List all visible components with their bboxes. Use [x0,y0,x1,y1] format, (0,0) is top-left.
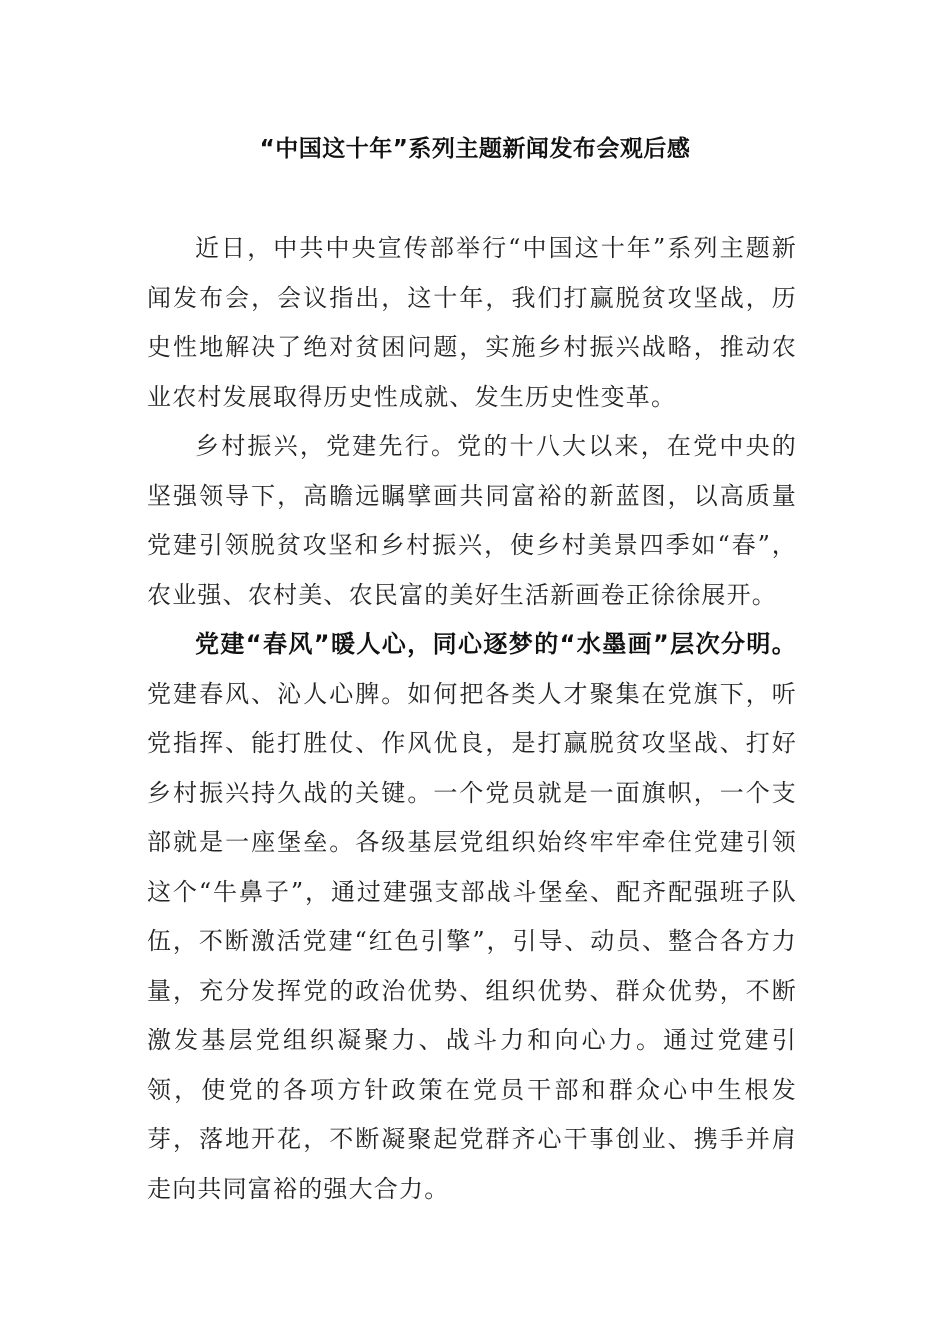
paragraph [147,224,797,422]
paragraph-text: 党建春风、沁人心脾。如何把各类人才聚集在党旗下，听党指挥、能打胜仗、作风优良，是打赢脱贫攻坚战、打好乡村振兴持久战的关键。一个党员就是一面旗帜，一个支部就是一座堡垒。各级基层党组织始终牢牢牵住党建引领这个“牛鼻子”，通过建强支部战斗堡垒、配齐配强班子队伍，不断激活党建“红色引擎”，引导、动员、整合各方力量，充分发挥党的政治优势、组织优势、群众优势，不断激发基层党组织凝聚力、战斗力和向心力。通过党建引领，使党的各项方针政策在党员干部和群众心中生根发芽，落地开花，不断凝聚起党群齐心干事创业、携手并肩走向共同富裕的强大合力。 [147,679,797,1203]
paragraph-text: 近日，中共中央宣传部举行“中国这十年”系列主题新闻发布会，会议指出，这十年，我们打赢脱贫攻坚战，历史性地解决了绝对贫困问题，实施乡村振兴战略，推动农业农村发展取得历史性成就、发生历史性变革。 [147,234,797,411]
paragraph-lead: 党建“春风”暖人心，同心逐梦的“水墨画”层次分明。 [195,630,797,658]
document-body [147,224,797,1214]
paragraph-text: 乡村振兴，党建先行。党的十八大以来，在党中央的坚强领导下，高瞻远瞩擘画共同富裕的新蓝图，以高质量党建引领脱贫攻坚和乡村振兴，使乡村美景四季如“春”，农业强、农村美、农民富的美好生活新画卷正徐徐展开。 [147,432,797,609]
document-title: “中国这十年”系列主题新闻发布会观后感 [259,136,691,162]
paragraph [147,620,797,1214]
paragraph [147,422,797,620]
